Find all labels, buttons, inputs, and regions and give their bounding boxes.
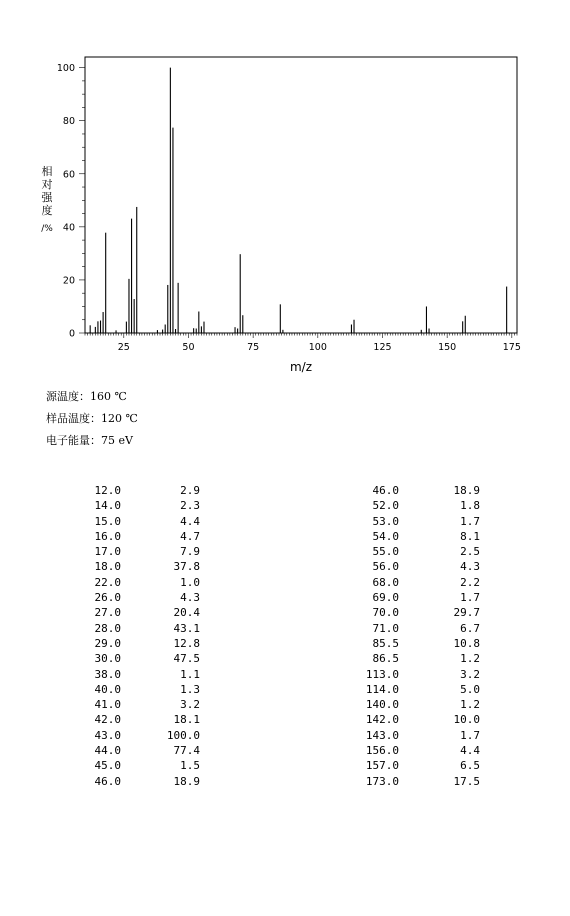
table-row bbox=[0, 667, 570, 682]
abundance-value: 4.7 bbox=[180, 529, 200, 543]
table-row bbox=[0, 712, 570, 727]
mz-value: 17.0 bbox=[94, 545, 121, 559]
table-row bbox=[0, 651, 570, 666]
mz-value: 53.0 bbox=[372, 514, 399, 528]
abundance-value: 10.8 bbox=[453, 636, 480, 650]
abundance-value: 100.0 bbox=[166, 728, 200, 742]
abundance-value: 10.0 bbox=[453, 713, 480, 727]
sample-temperature bbox=[46, 412, 138, 425]
mz-value: 12.0 bbox=[94, 484, 121, 497]
abundance-value: 3.2 bbox=[460, 667, 480, 681]
table-row bbox=[0, 774, 570, 789]
y-axis-ticks bbox=[57, 63, 85, 339]
table-row bbox=[0, 559, 570, 574]
mz-value: 157.0 bbox=[365, 759, 399, 773]
mz-value: 27.0 bbox=[94, 606, 121, 620]
y-tick-label: 100 bbox=[56, 63, 75, 75]
abundance-value: 5.0 bbox=[460, 682, 480, 696]
y-tick-label: 60 bbox=[62, 169, 75, 181]
table-row bbox=[0, 682, 570, 697]
abundance-value: 18.1 bbox=[173, 713, 200, 727]
sample-temperature-label: 样品温度： bbox=[46, 412, 101, 425]
spectrum-bars bbox=[90, 68, 506, 333]
mz-value: 69.0 bbox=[372, 591, 399, 605]
abundance-value: 1.7 bbox=[460, 728, 480, 742]
abundance-value: 1.0 bbox=[180, 575, 200, 589]
abundance-value: 18.9 bbox=[173, 774, 200, 788]
electron-energy-value: 75 eV bbox=[101, 434, 133, 447]
abundance-value: 6.7 bbox=[460, 621, 480, 635]
table-row bbox=[0, 728, 570, 743]
peak-table-right bbox=[0, 483, 570, 789]
mz-value: 142.0 bbox=[365, 713, 399, 727]
mz-value: 46.0 bbox=[372, 484, 399, 497]
x-tick-label: 175 bbox=[502, 342, 521, 353]
table-row bbox=[0, 605, 570, 620]
x-tick-label: 100 bbox=[308, 342, 327, 353]
y-tick-label: 20 bbox=[62, 275, 75, 287]
mz-value: 18.0 bbox=[94, 560, 121, 574]
abundance-value: 1.5 bbox=[180, 759, 200, 773]
source-temperature-label: 源温度： bbox=[46, 390, 90, 403]
abundance-value: 77.4 bbox=[173, 744, 200, 758]
table-row bbox=[0, 697, 570, 712]
abundance-value: 18.9 bbox=[453, 484, 480, 497]
sample-temperature-value: 120 ℃ bbox=[101, 412, 138, 425]
mz-value: 30.0 bbox=[94, 652, 121, 666]
abundance-value: 1.7 bbox=[460, 591, 480, 605]
table-row bbox=[0, 621, 570, 636]
mz-value: 28.0 bbox=[94, 621, 121, 635]
y-tick-label: 0 bbox=[68, 328, 75, 340]
y-axis-label: 相对强度/% bbox=[41, 165, 53, 234]
electron-energy bbox=[46, 434, 133, 447]
mz-value: 41.0 bbox=[94, 698, 121, 712]
abundance-value: 4.4 bbox=[460, 744, 480, 758]
source-temperature bbox=[46, 390, 127, 403]
mz-value: 54.0 bbox=[372, 529, 399, 543]
abundance-value: 1.3 bbox=[180, 682, 200, 696]
mz-value: 42.0 bbox=[94, 713, 121, 727]
mz-value: 85.5 bbox=[372, 636, 399, 650]
abundance-value: 3.2 bbox=[180, 698, 200, 712]
mz-value: 22.0 bbox=[94, 575, 121, 589]
abundance-value: 1.2 bbox=[460, 698, 480, 712]
mz-value: 29.0 bbox=[94, 636, 121, 650]
abundance-value: 4.4 bbox=[180, 514, 200, 528]
table-row bbox=[0, 529, 570, 544]
abundance-value: 20.4 bbox=[173, 606, 200, 620]
mz-value: 26.0 bbox=[94, 591, 121, 605]
mz-value: 38.0 bbox=[94, 667, 121, 681]
x-tick-label: 25 bbox=[117, 342, 130, 353]
x-tick-label: 150 bbox=[438, 342, 457, 353]
mz-value: 43.0 bbox=[94, 728, 121, 742]
x-tick-label: 75 bbox=[247, 342, 260, 353]
mz-value: 156.0 bbox=[365, 744, 399, 758]
abundance-value: 7.9 bbox=[180, 545, 200, 559]
plot-frame bbox=[85, 57, 517, 333]
abundance-value: 47.5 bbox=[173, 652, 200, 666]
mz-value: 15.0 bbox=[94, 514, 121, 528]
mz-value: 44.0 bbox=[94, 744, 121, 758]
abundance-value: 2.9 bbox=[180, 484, 200, 497]
mz-value: 140.0 bbox=[365, 698, 399, 712]
mass-spectrum-chart bbox=[0, 0, 570, 380]
mz-value: 114.0 bbox=[365, 682, 399, 696]
abundance-value: 1.1 bbox=[180, 667, 200, 681]
x-axis-ticks bbox=[85, 333, 521, 353]
abundance-value: 2.3 bbox=[180, 499, 200, 513]
table-row bbox=[0, 743, 570, 758]
x-axis-label: m/z bbox=[289, 360, 313, 374]
abundance-value: 37.8 bbox=[173, 560, 200, 574]
mz-value: 113.0 bbox=[365, 667, 399, 681]
table-row bbox=[0, 590, 570, 605]
mz-value: 45.0 bbox=[94, 759, 121, 773]
x-tick-label: 50 bbox=[182, 342, 195, 353]
mz-value: 173.0 bbox=[365, 774, 399, 788]
electron-energy-label: 电子能量： bbox=[46, 434, 101, 447]
mz-value: 40.0 bbox=[94, 682, 121, 696]
abundance-value: 1.7 bbox=[460, 514, 480, 528]
source-temperature-value: 160 ℃ bbox=[90, 390, 127, 403]
abundance-value: 1.8 bbox=[460, 499, 480, 513]
abundance-value: 6.5 bbox=[460, 759, 480, 773]
abundance-value: 2.2 bbox=[460, 575, 480, 589]
table-row bbox=[0, 758, 570, 773]
abundance-value: 17.5 bbox=[453, 774, 480, 788]
abundance-value: 12.8 bbox=[173, 636, 200, 650]
table-row bbox=[0, 483, 570, 498]
table-row bbox=[0, 636, 570, 651]
abundance-value: 43.1 bbox=[173, 621, 200, 635]
x-tick-label: 125 bbox=[373, 342, 392, 353]
abundance-value: 2.5 bbox=[460, 545, 480, 559]
abundance-value: 29.7 bbox=[453, 606, 480, 620]
mz-value: 71.0 bbox=[372, 621, 399, 635]
abundance-value: 1.2 bbox=[460, 652, 480, 666]
table-row bbox=[0, 544, 570, 559]
mz-value: 16.0 bbox=[94, 529, 121, 543]
mz-value: 46.0 bbox=[94, 774, 121, 788]
abundance-value: 4.3 bbox=[460, 560, 480, 574]
mz-value: 56.0 bbox=[372, 560, 399, 574]
abundance-value: 8.1 bbox=[460, 529, 480, 543]
mz-value: 143.0 bbox=[365, 728, 399, 742]
y-tick-label: 40 bbox=[62, 222, 75, 234]
table-row bbox=[0, 498, 570, 513]
mz-value: 14.0 bbox=[94, 499, 121, 513]
abundance-value: 4.3 bbox=[180, 591, 200, 605]
mz-value: 52.0 bbox=[372, 499, 399, 513]
mz-value: 55.0 bbox=[372, 545, 399, 559]
table-row bbox=[0, 575, 570, 590]
mz-value: 86.5 bbox=[372, 652, 399, 666]
mz-value: 68.0 bbox=[372, 575, 399, 589]
mz-value: 70.0 bbox=[372, 606, 399, 620]
y-tick-label: 80 bbox=[62, 116, 75, 128]
table-row bbox=[0, 514, 570, 529]
